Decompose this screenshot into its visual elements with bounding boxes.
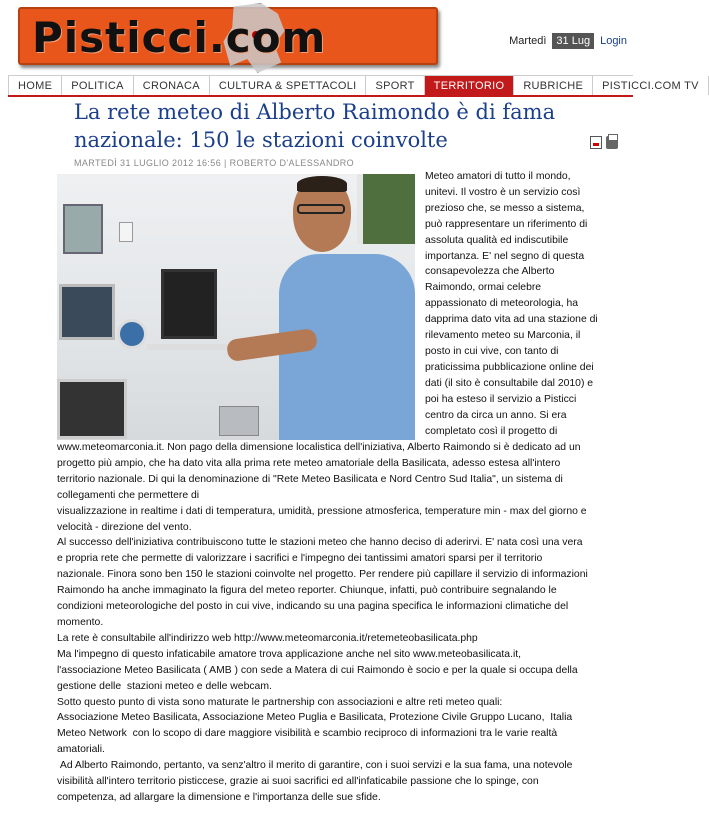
nav-item-sport[interactable]: SPORT	[366, 76, 424, 95]
photo-weather-station	[63, 204, 103, 254]
text-line: visibilità all'intero territorio pisticcese, grazie ai suoi sacrifici ed all'infaticabile passione che lo spinge, con	[57, 776, 539, 788]
photo-sensor	[119, 222, 133, 242]
nav-item-cronaca[interactable]: CRONACA	[134, 76, 210, 95]
text-line: velocità - direzione del vento.	[57, 521, 192, 533]
photo-dial	[117, 319, 147, 349]
text-line: appassionato di meteorologia, ha	[425, 298, 579, 310]
photo-device	[219, 406, 259, 436]
text-line: territorio nazionale. Di qui la denominazione di "Rete Meteo Basilicata e Nord Centro Sud Italia", un sistema di	[57, 473, 563, 485]
site-logo[interactable]	[18, 7, 438, 65]
photo-glasses	[297, 204, 345, 214]
text-line: Raimondo, ormai celebre	[425, 282, 542, 294]
text-line: unitevi. Il vostro è un servizio così	[425, 186, 581, 198]
nav-item-home[interactable]: HOME	[8, 76, 62, 95]
main-nav	[8, 75, 699, 97]
article-photo	[57, 174, 415, 440]
nav-item-cultura[interactable]: CULTURA & SPETTACOLI	[210, 76, 367, 95]
text-line: importanza. E' nel segno di questa	[425, 250, 585, 262]
article-meta: MARTEDÌ 31 LUGLIO 2012 16:56 | ROBERTO D'ALESSANDRO	[74, 158, 355, 168]
article-body	[57, 440, 629, 806]
pdf-icon[interactable]	[590, 136, 602, 149]
text-line: può rappresentare un riferimento di	[425, 218, 588, 230]
text-line: amatoriali.	[57, 744, 105, 756]
text-line: dapprima dato vita ad una stazione di	[425, 314, 598, 326]
nav-item-territorio[interactable]: TERRITORIO	[425, 76, 515, 95]
text-line: progetto più ampio, che ha dato vita alla prima rete meteo amatoriale della Basilicata, adesso estesa all'intero	[57, 457, 561, 469]
text-line: Ad Alberto Raimondo, pertanto, va senz'altro il merito di garantire, con i suoi servizi e la sua fama, una notevole	[57, 760, 573, 772]
text-line: Ma l'impegno di questo infaticabile amatore trova applicazione anche nel sito www.meteobasilicata.it,	[57, 648, 522, 660]
text-line: visualizzazione in realtime i dati di temperatura, umidità, pressione atmosferica, temperature min - max del giorno e	[57, 505, 587, 517]
text-line: completato così il progetto di	[425, 425, 558, 437]
article-tools	[590, 136, 618, 149]
text-line: collegamenti che permettere di	[57, 489, 200, 501]
logo-text: Pisticci.com	[32, 13, 327, 62]
text-line: consapevolezza che Alberto	[425, 266, 555, 278]
text-line: l'associazione Meteo Basilicata ( AMB ) con sede a Matera di cui Raimondo è socio e per la quale si occupa della	[57, 664, 578, 676]
photo-person-hair	[297, 176, 347, 192]
text-line: nazionale. Finora sono ben 150 le stazioni coinvolte nel progetto. Per rendere più capillare il servizio di informazioni	[57, 569, 588, 581]
photo-window	[357, 174, 415, 244]
article-body-column	[425, 169, 625, 439]
article-title: La rete meteo di Alberto Raimondo è di fama nazionale: 150 le stazioni coinvolte	[74, 100, 556, 152]
day-label: Martedì	[509, 35, 547, 47]
text-line: Al successo dell'iniziativa contribuiscono tutte le stazioni meteo che hanno deciso di aderirvi. E' nata così una vera	[57, 537, 583, 549]
text-line: gestione delle stazioni meteo e delle webcam.	[57, 680, 272, 692]
nav-item-politica[interactable]: POLITICA	[62, 76, 134, 95]
text-line: competenza, ad allargare la dimensione e l'importanza delle sue sfide.	[57, 791, 381, 803]
nav-item-tv[interactable]: PISTICCI.COM TV	[593, 76, 709, 95]
text-line: Sotto questo punto di vista sono maturate le partnership con associazioni e altre reti meteo quali:	[57, 696, 503, 708]
photo-monitor	[161, 269, 217, 339]
text-line: www.meteomarconia.it. Non pago della dimensione localistica dell'iniziativa, Alberto Raimondo si è dedicato ad un	[57, 442, 581, 453]
photo-desk	[147, 344, 237, 350]
text-line: dati (il sito è consultabile dal 2010) e	[425, 377, 594, 389]
text-line: prezioso che, se messo a sistema,	[425, 202, 585, 214]
text-line: momento.	[57, 616, 104, 628]
text-line: e propria rete che permette di valorizzare i sacrifici e l'impegno dei tantissimi amatori sparsi per il territorio	[57, 553, 543, 565]
text-line: poi ha esteso il servizio a Pisticci	[425, 393, 577, 405]
photo-display	[59, 284, 115, 340]
text-line: assoluta qualità ed indiscutibile	[425, 234, 569, 246]
text-line: La rete è consultabile all'indirizzo web http://www.meteomarconia.it/retemeteobasilicata.php	[57, 632, 478, 644]
text-line: Raimondo ha anche immaginato la figura del meteo reporter. Chiunque, infatti, può contribuire segnalando le	[57, 585, 557, 597]
text-line: Associazione Meteo Basilicata, Associazione Meteo Puglia e Basilicata, Protezione Civile Gruppo Lucano, Italia	[57, 712, 573, 724]
date-badge: 31 Lug	[552, 33, 594, 49]
text-line: rilevamento meteo su Marconia, il	[425, 330, 581, 342]
nav-item-rubriche[interactable]: RUBRICHE	[514, 76, 593, 95]
print-icon[interactable]	[606, 136, 618, 149]
text-line: posto in cui vive, con tanto di	[425, 345, 559, 357]
text-line: centro da circa un anno. Si era	[425, 409, 567, 421]
text-line: condizioni meteorologiche del posto in cui vive, indicando su una pagina specifica le informazioni climatiche del	[57, 601, 569, 613]
photo-laptop	[57, 379, 127, 439]
text-line: praticissima pubblicazione online dei	[425, 361, 594, 373]
header-user-area	[509, 33, 627, 49]
text-line: Meteo amatori di tutto il mondo,	[425, 171, 571, 182]
login-link[interactable]: Login	[600, 35, 627, 47]
text-line: Meteo Network con lo scopo di dare maggiore visibilità e scambio reciproco di informazioni tra le varie realtà	[57, 728, 558, 740]
